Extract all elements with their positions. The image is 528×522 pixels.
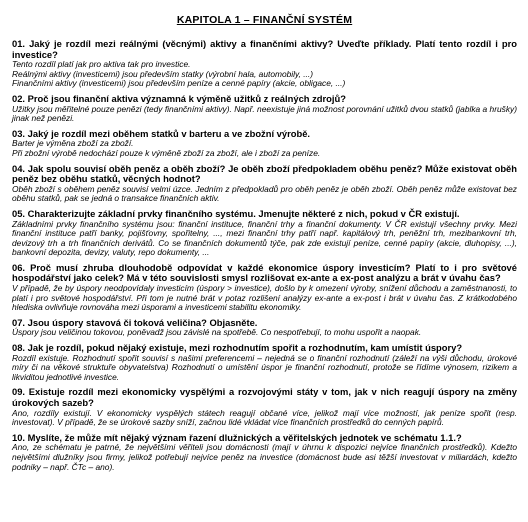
qa-item	[12, 387, 517, 427]
question-text: 06. Proč musí zhruba dlouhodobě odpovídat v každé ekonomice úspory investicím? Platí to i pro světové hospodářství jako celek? Má v této souvislosti smysl rozlišovat ex-ante a ex-post analýzu a brát v úvahu čas?	[12, 261, 517, 284]
qa-item	[12, 343, 517, 382]
answer-text: Tento rozdíl platí jak pro aktiva tak pro investice. Reálnými aktivy (investicemi) jsou především statky (výrobní hala, automobily, ...) Finančními aktivy (investicemi) jsou především peníze a cenné papíry (akcie, obligace, ...)	[12, 59, 346, 89]
question-text: 08. Jak je rozdíl, pokud nějaký existuje, mezi rozhodnutím spořit a rozhodnutím, kam umístit úspory?	[12, 342, 463, 354]
question-text: 04. Jak spolu souvisí oběh peněz a oběh zboží? Je oběh zboží předpokladem oběhu peněz? Může existovat oběh peněz bez oběhu statků, věcných hodnot?	[12, 162, 517, 185]
question-text: 03. Jaký je rozdíl mezi oběhem statků v barteru a ve zbožní výrobě.	[12, 127, 311, 139]
answer-text: Barter je výměna zboží za zboží. Při zbožní výrobě nedochází pouze k výměně zboží za zboží, ale i zboží za peníze.	[12, 138, 321, 158]
question-text: 02. Proč jsou finanční aktiva významná k výměně užitků z reálných zdrojů?	[12, 92, 346, 104]
answer-text: Užitky jsou měřitelné pouze penězi (tedy finančními aktivy). Např. neexistuje jiná možnost porovnání užitků dvou statků (jablka a hrušky) jinak než penězi.	[12, 103, 517, 124]
answer-text: V případě, že by úspory neodpovídaly investicím (úspory > investice), došlo by k omezení výroby, snížení důchodu a zaměstnanosti, to platí i pro světové hospodářství. Při tom je nutné brát v potaz rozlišení analýzy ex-ante a ex-post i brát v úvahu čas. Z krátkodobého hlediska ovlivňuje rovnováha mezi úsporami a investicemi stabilitu ekonomiky.	[12, 283, 517, 313]
qa-item	[12, 164, 517, 204]
question-text: 01. Jaký je rozdíl mezi reálnými (věcnými) aktivy a finančními aktivy? Uveďte příklady. Platí tento rozdíl i pro investice?	[12, 38, 517, 60]
qa-item	[12, 433, 517, 472]
question-text: 10. Myslíte, že může mít nějaký význam řazení dlužnických a věřitelských jednotek ve schématu 1.1.?	[12, 431, 462, 443]
answer-text: Oběh zboží s oběhem peněz souvisí velmi úzce. Jedním z předpokladů pro oběh peněz je oběh zboží. Oběh peněz může existovat bez oběhu statků, pak se jedná o transakce finančních aktiv.	[12, 183, 517, 204]
answer-text: Základními prvky finančního systému jsou: finanční instituce, finanční trhy a finanční dokumenty. V ČR existují všechny prvky. Mezi finanční instituce patří banky, pojišťovny, spořitelny, ..., mezi finanční trhy patří např. kapitálový trh, peněžní trh, mezibankovní trh, devizový trh a trh finančních derivátů. Co se finančních dokumentů týče, pak zde existují peníze, cenné papíry (akcie, dluhopisy, ...), bankovní depozita, devizy, valuty, repo dokumenty, ...	[12, 218, 517, 258]
document-page	[12, 14, 517, 477]
answer-text: Ano, ze schématu je patrné, že největšími věřiteli jsou domácnosti (mají v úhrnu k dispozici nejvíce finančních prostředků). Kdežto největšími dlužníky jsou firmy, jelikož potřebují nejvíce peněz na investice (domácnost bude asi těžší investovat v miliardách, kdežto podniky – např. ČTc – ano).	[12, 442, 517, 472]
answer-text: Úspory jsou veličinou tokovou, poněvadž jsou závislé na spotřebě. Co nespotřebují, to mohu uspořit a naopak.	[12, 327, 422, 338]
question-text: 09. Existuje rozdíl mezi ekonomicky vyspělými a rozvojovými státy v tom, jak v nich reagují úspory na změny úrokových sazeb?	[12, 386, 517, 408]
qa-list	[12, 39, 517, 472]
question-text: 05. Charakterizujte základní prvky finančního systému. Jmenujte některé z nich, pokud v ČR existují.	[12, 207, 460, 219]
qa-item	[12, 263, 517, 313]
qa-item	[12, 39, 517, 89]
answer-text: Rozdíl existuje. Rozhodnutí spořit souvisí s našimi preferencemi – nejedná se o finanční rozhodnutí (záleží na výši důchodu, úrokové míry či na věkové struktuře obyvatelstva) Rozhodnutí o umístění úspor je finanční rozhodnutí, protože se řídíme výnosem, rizikem a likviditou jednotlivé investice.	[12, 352, 517, 382]
answer-text: Ano, rozdíly existují. V ekonomicky vyspělých státech reagují občané více, jelikož mají více možností, jak peníze spořit (resp. investovat). V případě, že se úrokové sazby sníží, začnou lidé vkládat více finančních prostředků do cenných papírů.	[12, 407, 517, 428]
qa-item	[12, 94, 517, 124]
chapter-title: KAPITOLA 1 – FINANČNÍ SYSTÉM	[176, 14, 353, 26]
qa-item	[12, 129, 517, 159]
qa-item	[12, 318, 517, 338]
qa-item	[12, 209, 517, 258]
question-text: 07. Jsou úspory stavová či toková veličina? Objasněte.	[12, 316, 258, 328]
